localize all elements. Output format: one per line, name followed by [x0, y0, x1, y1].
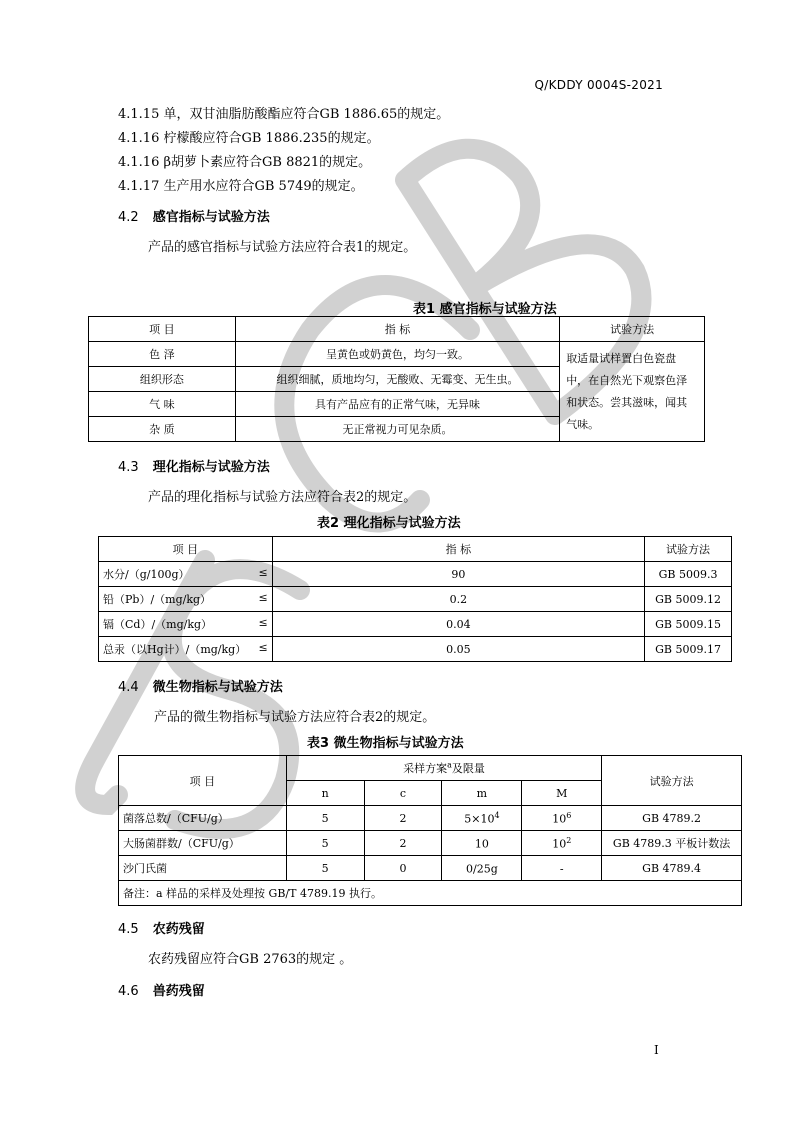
section-heading-4-3	[118, 456, 270, 475]
section-heading-4-2	[118, 206, 270, 225]
table-cell-c: 0	[364, 856, 442, 881]
section-title: 微生物指标与试验方法	[152, 680, 283, 695]
table-cell-item: 色 泽	[89, 342, 236, 367]
section-title: 兽药残留	[152, 984, 205, 999]
table-cell-value: 0.05	[272, 637, 644, 662]
section-title: 理化指标与试验方法	[152, 460, 270, 475]
table-subheader-cell: M	[522, 781, 602, 806]
table-cell-n: 5	[286, 831, 364, 856]
table-cell-method: GB 5009.15	[645, 612, 732, 637]
table-cell-n: 5	[286, 856, 364, 881]
table-cell-m: 0/25g	[442, 856, 522, 881]
section-paragraph: 产品的感官指标与试验方法应符合表1的规定。	[148, 240, 417, 255]
table-cell-value: 0.2	[272, 587, 644, 612]
table-cell-n: 5	[286, 806, 364, 831]
table-cell-item: 菌落总数/（CFU/g）	[119, 806, 287, 831]
section-number: 4.2	[118, 210, 139, 225]
table-cell-item: 杂 质	[89, 417, 236, 442]
table-cell-method: GB 4789.3 平板计数法	[602, 831, 742, 856]
table-header-cell: 试验方法	[602, 756, 742, 806]
table-header-cell: 试验方法	[560, 317, 705, 342]
section-number: 4.4	[118, 680, 139, 695]
section-title: 农药残留	[152, 922, 205, 937]
table-cell-method: GB 5009.17	[645, 637, 732, 662]
table-cell-value: 组织细腻，质地均匀，无酸败、无霉变、无生虫。	[235, 367, 559, 392]
table-cell-method: 取适量试样置白色瓷盘中，在自然光下观察色泽和状态。尝其滋味，闻其气味。	[560, 342, 705, 442]
table-subheader-cell: n	[286, 781, 364, 806]
table-cell-item: 组织形态	[89, 367, 236, 392]
table-cell-M: $10^6$	[522, 806, 602, 831]
table-3	[118, 755, 742, 906]
table-cell-c: 2	[364, 806, 442, 831]
table-header-cell: 项 目	[89, 317, 236, 342]
table-cell-m: 10	[442, 831, 522, 856]
table-cell-M: $10^2$	[522, 831, 602, 856]
section-number: 4.3	[118, 460, 139, 475]
section-number: 4.6	[118, 984, 139, 999]
table-cell-item: 铅（Pb）/（mg/kg） ≤	[99, 587, 273, 612]
table-cell-item: 气 味	[89, 392, 236, 417]
table-cell-item: 水分/（g/100g） ≤	[99, 562, 273, 587]
table-cell-M: -	[522, 856, 602, 881]
table-cell-value: 呈黄色或奶黄色，均匀一致。	[235, 342, 559, 367]
le-symbol: ≤	[258, 591, 268, 604]
table-cell-c: 2	[364, 831, 442, 856]
document-code: Q/KDDY 0004S-2021	[534, 78, 663, 92]
section-heading-4-6	[118, 980, 205, 999]
le-symbol: ≤	[258, 641, 268, 654]
table-cell-method: GB 5009.3	[645, 562, 732, 587]
table-cell-method: GB 4789.2	[602, 806, 742, 831]
section-heading-4-5	[118, 918, 205, 937]
table-cell-value: 具有产品应有的正常气味，无异味	[235, 392, 559, 417]
clause-line: 4.1.16 柠檬酸应符合GB 1886.235的规定。	[118, 131, 380, 146]
table-cell-method: GB 5009.12	[645, 587, 732, 612]
table-cell-item: 镉（Cd）/（mg/kg） ≤	[99, 612, 273, 637]
clause-line: 4.1.17 生产用水应符合GB 5749的规定。	[118, 179, 364, 194]
table-1	[88, 316, 705, 442]
le-symbol: ≤	[258, 616, 268, 629]
table-header-cell: 项 目	[119, 756, 287, 806]
section-title: 感官指标与试验方法	[152, 210, 270, 225]
clause-line: 4.1.16 β胡萝卜素应符合GB 8821的规定。	[118, 155, 372, 170]
table-cell-item: 沙门氏菌	[119, 856, 287, 881]
table-1-caption: 表1 感官指标与试验方法	[413, 302, 557, 317]
clause-line: 4.1.15 单，双甘油脂肪酸酯应符合GB 1886.65的规定。	[118, 107, 450, 122]
table-cell-m: $5\times 10^4$	[442, 806, 522, 831]
table-cell-method: GB 4789.4	[602, 856, 742, 881]
table-2	[98, 536, 732, 662]
table-header-cell: 采样方案$^a$及限量	[286, 756, 601, 781]
section-paragraph: 产品的理化指标与试验方法应符合表2的规定。	[148, 490, 417, 505]
section-heading-4-4	[118, 676, 283, 695]
table-cell-item: 大肠菌群数/（CFU/g）	[119, 831, 287, 856]
section-number: 4.5	[118, 922, 139, 937]
table-cell-value: 无正常视力可见杂质。	[235, 417, 559, 442]
table-header-cell: 指 标	[235, 317, 559, 342]
section-paragraph: 产品的微生物指标与试验方法应符合表2的规定。	[154, 710, 436, 725]
table-cell-item: 总汞（以Hg计）/（mg/kg） ≤	[99, 637, 273, 662]
section-paragraph: 农药残留应符合GB 2763的规定 。	[148, 952, 353, 967]
table-header-cell: 指 标	[272, 537, 644, 562]
table-header-cell: 项 目	[99, 537, 273, 562]
table-header-cell: 试验方法	[645, 537, 732, 562]
table-cell-value: 0.04	[272, 612, 644, 637]
table-note: 备注：a 样品的采样及处理按 GB/T 4789.19 执行。	[119, 881, 742, 906]
le-symbol: ≤	[258, 566, 268, 579]
table-subheader-cell: c	[364, 781, 442, 806]
page-number: I	[654, 1043, 659, 1057]
table-2-caption: 表2 理化指标与试验方法	[317, 516, 461, 531]
table-3-caption: 表3 微生物指标与试验方法	[307, 736, 464, 751]
table-subheader-cell: m	[442, 781, 522, 806]
table-cell-value: 90	[272, 562, 644, 587]
